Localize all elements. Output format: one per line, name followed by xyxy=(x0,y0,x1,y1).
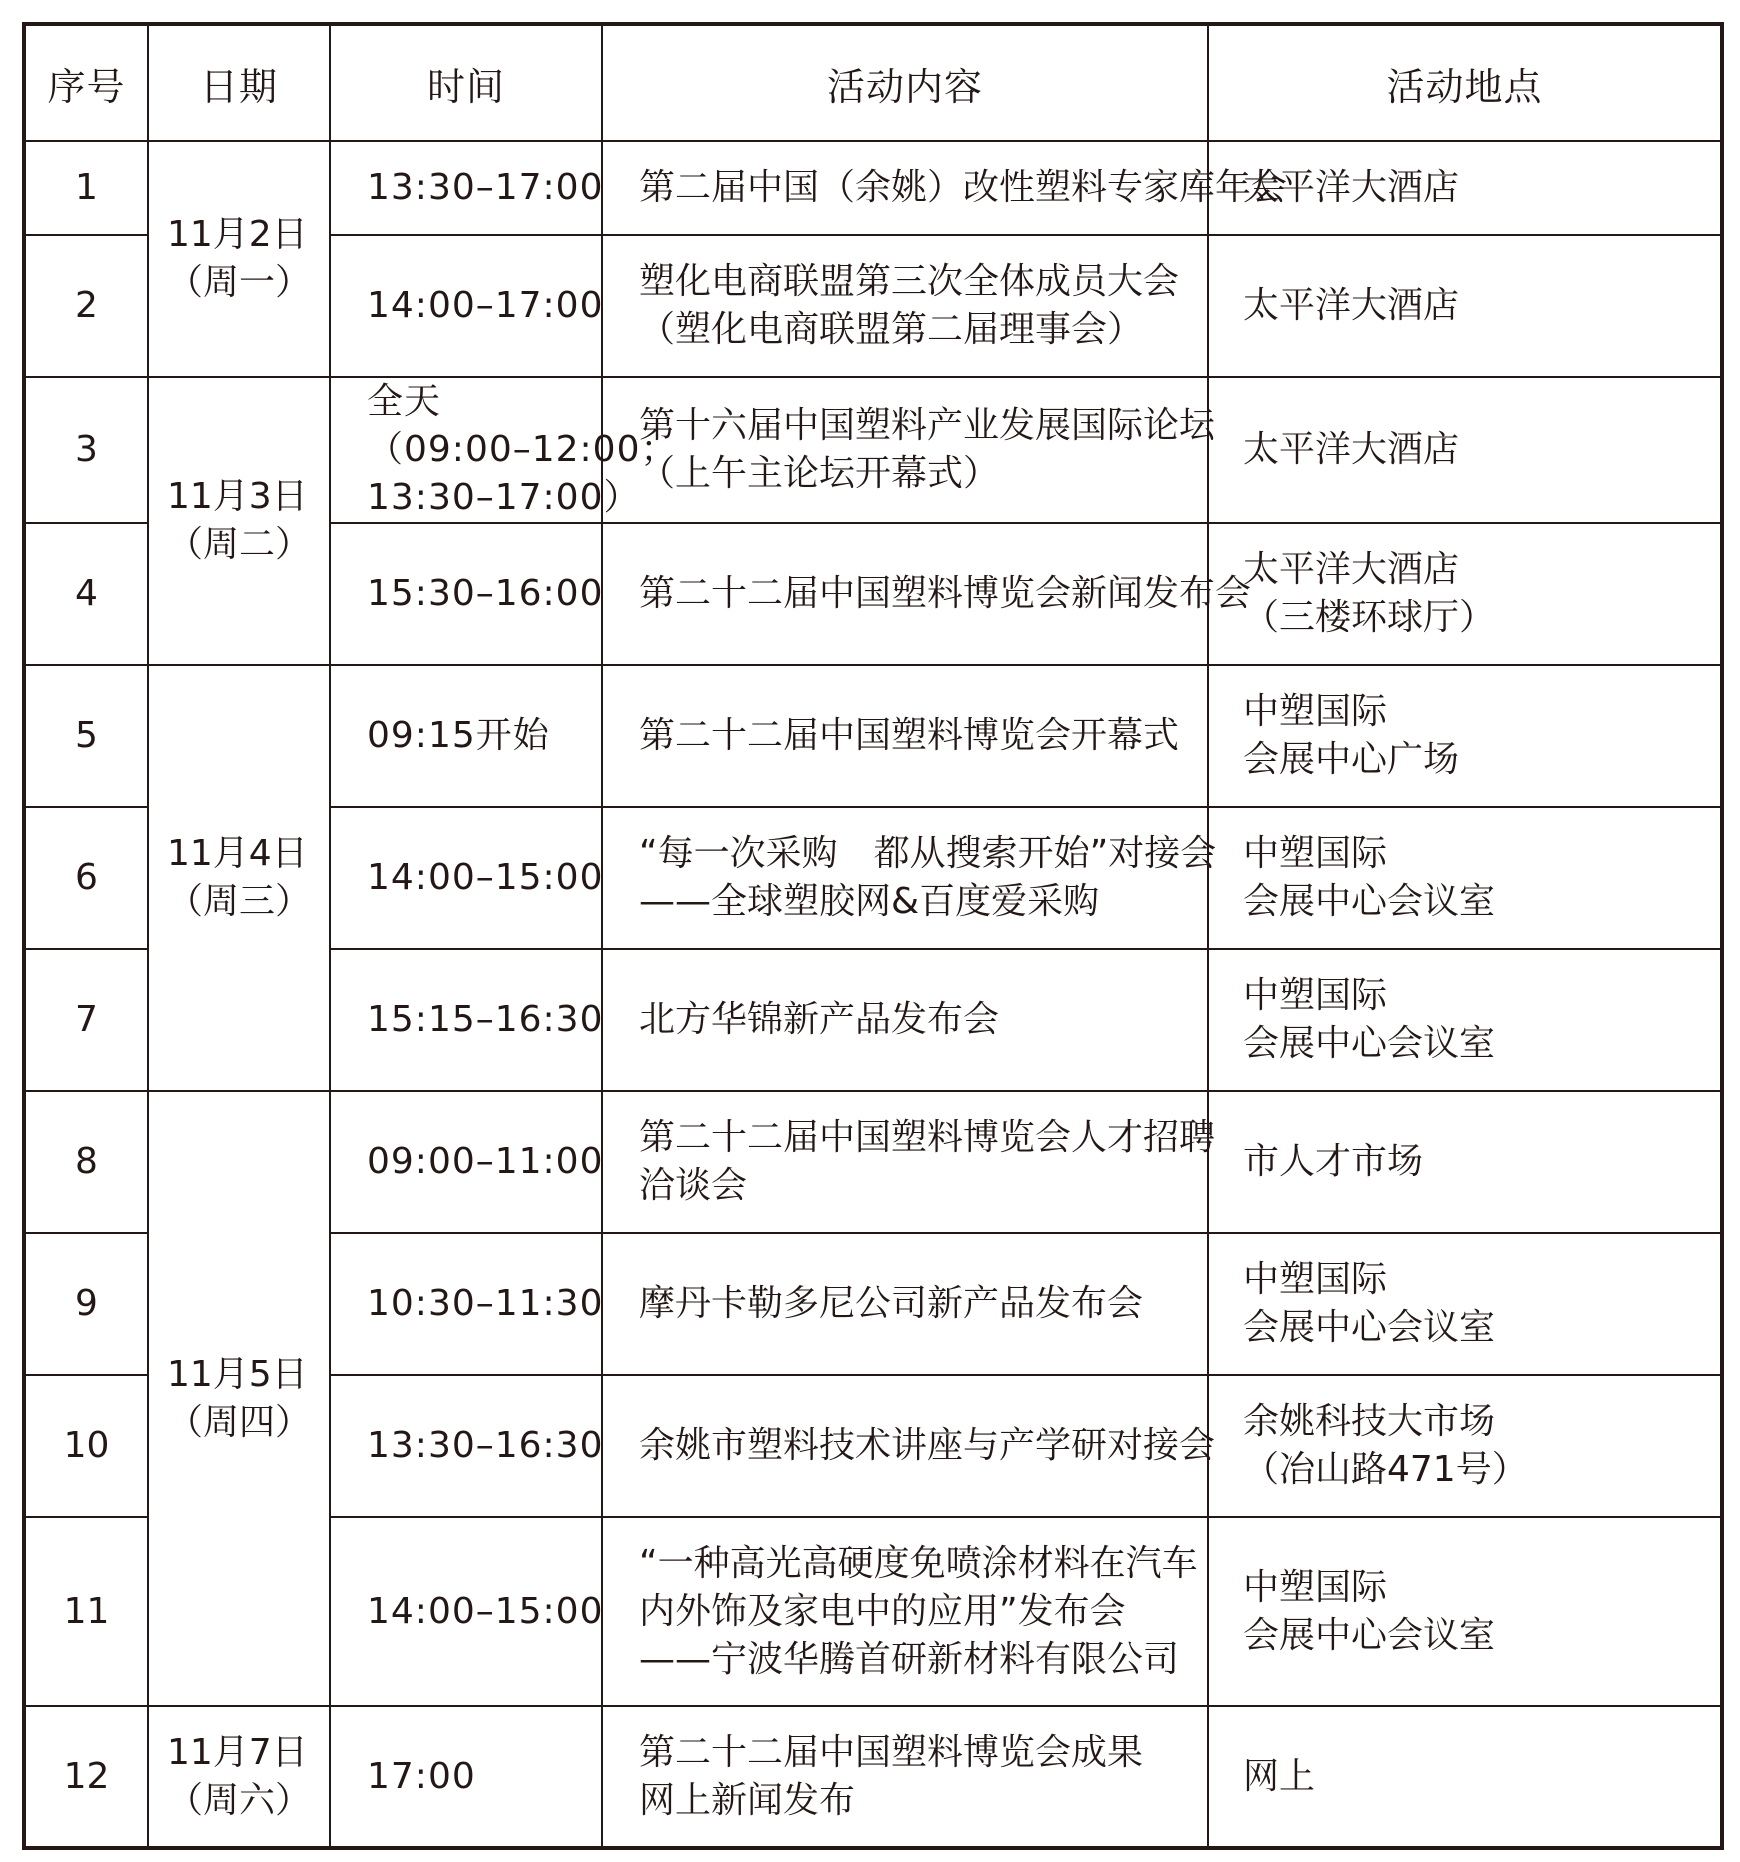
time-line: 全天 xyxy=(367,381,442,422)
date-cell xyxy=(148,141,330,377)
location-line: （冶山路471号） xyxy=(1243,1449,1528,1490)
location-line: 中塑国际 xyxy=(1243,1259,1388,1300)
location-line: 会展中心会议室 xyxy=(1243,1307,1496,1348)
time-cell xyxy=(330,807,602,949)
date-cell xyxy=(148,1091,330,1706)
time-line: 10:30–11:30 xyxy=(367,1283,604,1324)
location-line: 中塑国际 xyxy=(1243,691,1388,732)
activity-line: 网上新闻发布 xyxy=(639,1779,856,1821)
weekday-line: （周一） xyxy=(166,262,311,303)
table-row xyxy=(24,665,1722,807)
location-line: 会展中心广场 xyxy=(1243,739,1460,780)
time-line: （09:00–12:00； xyxy=(367,429,678,470)
date-line: 11月4日 xyxy=(166,833,308,874)
row-number: 6 xyxy=(24,807,148,949)
activity-cell xyxy=(602,235,1208,377)
row-number: 10 xyxy=(24,1375,148,1517)
activity-line: 第二十二届中国塑料博览会新闻发布会 xyxy=(639,573,1252,614)
activity-cell xyxy=(602,1517,1208,1706)
header-activity: 活动内容 xyxy=(602,24,1208,141)
weekday-line: （周四） xyxy=(166,1401,311,1443)
weekday-line: （周三） xyxy=(166,881,311,922)
location-line: 中塑国际 xyxy=(1243,975,1388,1016)
activity-line: （上午主论坛开幕式） xyxy=(639,453,1000,494)
time-cell xyxy=(330,141,602,235)
location-cell xyxy=(1208,949,1722,1091)
row-number: 11 xyxy=(24,1517,148,1706)
time-cell xyxy=(330,1233,602,1375)
row-number: 2 xyxy=(24,235,148,377)
time-cell xyxy=(330,1091,602,1233)
location-line: 会展中心会议室 xyxy=(1243,1614,1496,1656)
time-cell xyxy=(330,523,602,665)
location-cell xyxy=(1208,523,1722,665)
time-cell xyxy=(330,949,602,1091)
header-time: 时间 xyxy=(330,24,602,141)
time-cell xyxy=(330,1375,602,1517)
activity-line: 余姚市塑料技术讲座与产学研对接会 xyxy=(639,1425,1216,1466)
header-location: 活动地点 xyxy=(1208,24,1722,141)
header-row xyxy=(24,24,1722,141)
header-date: 日期 xyxy=(148,24,330,141)
activity-cell xyxy=(602,807,1217,949)
activity-line: 北方华锦新产品发布会 xyxy=(639,999,1000,1040)
activity-cell xyxy=(602,1375,1216,1517)
activity-line: ——宁波华腾首研新材料有限公司 xyxy=(639,1638,1180,1680)
activity-cell xyxy=(602,665,1208,807)
row-number: 8 xyxy=(24,1091,148,1233)
time-line: 15:15–16:30 xyxy=(367,999,604,1040)
location-cell xyxy=(1208,377,1722,523)
activity-line: 第二十二届中国塑料博览会成果 xyxy=(639,1731,1144,1773)
schedule-table xyxy=(22,22,1724,1850)
date-cell xyxy=(148,1706,330,1848)
location-cell xyxy=(1208,1706,1722,1848)
date-line: 11月7日 xyxy=(166,1731,308,1773)
time-line: 14:00–15:00 xyxy=(367,1590,604,1632)
activity-line: 第二十二届中国塑料博览会人才招聘 xyxy=(639,1117,1216,1158)
time-line: 13:30–17:00 xyxy=(367,167,604,208)
location-line: 余姚科技大市场 xyxy=(1243,1401,1496,1442)
time-line: 14:00–17:00 xyxy=(367,285,604,326)
header-no: 序号 xyxy=(24,24,148,141)
location-cell xyxy=(1208,1091,1722,1233)
location-line: 太平洋大酒店 xyxy=(1243,167,1460,208)
activity-cell xyxy=(602,1706,1208,1848)
row-number: 12 xyxy=(24,1706,148,1848)
activity-cell xyxy=(602,949,1208,1091)
location-line: 网上 xyxy=(1243,1755,1316,1797)
row-number: 4 xyxy=(24,523,148,665)
date-cell xyxy=(148,377,330,665)
time-cell xyxy=(330,1706,602,1848)
time-cell xyxy=(330,377,678,523)
activity-cell xyxy=(602,377,1216,523)
date-cell xyxy=(148,665,330,1091)
time-cell xyxy=(330,1517,602,1706)
location-line: 太平洋大酒店 xyxy=(1243,285,1460,326)
activity-cell xyxy=(602,1091,1216,1233)
location-line: 太平洋大酒店 xyxy=(1243,429,1460,470)
table-row xyxy=(24,377,1722,523)
activity-line: 内外饰及家电中的应用”发布会 xyxy=(639,1590,1126,1632)
row-number: 9 xyxy=(24,1233,148,1375)
activity-line: “一种高光高硬度免喷涂材料在汽车 xyxy=(639,1542,1198,1584)
activity-line: “每一次采购 都从搜索开始”对接会 xyxy=(639,833,1217,874)
row-number: 1 xyxy=(24,141,148,235)
table-row xyxy=(24,1706,1722,1848)
location-cell xyxy=(1208,665,1722,807)
location-line: 中塑国际 xyxy=(1243,1566,1388,1608)
activity-line: 第二届中国（余姚）改性塑料专家库年会 xyxy=(639,167,1288,208)
activity-cell xyxy=(602,141,1288,235)
weekday-line: （周六） xyxy=(166,1779,311,1821)
location-line: 会展中心会议室 xyxy=(1243,881,1496,922)
location-cell xyxy=(1208,141,1722,235)
time-line: 13:30–16:30 xyxy=(367,1425,604,1466)
location-line: 中塑国际 xyxy=(1243,833,1388,874)
activity-line: 塑化电商联盟第三次全体成员大会 xyxy=(639,261,1180,302)
activity-line: 第二十二届中国塑料博览会开幕式 xyxy=(639,715,1180,756)
location-line: 市人才市场 xyxy=(1243,1141,1424,1182)
time-line: 09:00–11:00 xyxy=(367,1141,604,1182)
time-cell xyxy=(330,665,602,807)
location-line: 会展中心会议室 xyxy=(1243,1023,1496,1064)
activity-line: 洽谈会 xyxy=(639,1165,748,1206)
activity-line: （塑化电商联盟第二届理事会） xyxy=(639,309,1144,350)
location-cell xyxy=(1208,807,1722,949)
activity-line: 第十六届中国塑料产业发展国际论坛 xyxy=(639,405,1216,446)
row-number: 3 xyxy=(24,377,148,523)
time-line: 13:30–17:00） xyxy=(367,477,641,518)
activity-cell xyxy=(602,523,1252,665)
location-line: 太平洋大酒店 xyxy=(1243,549,1460,590)
time-line: 15:30–16:00 xyxy=(367,573,604,614)
location-line: （三楼环球厅） xyxy=(1243,597,1496,638)
activity-line: ——全球塑胶网&百度爱采购 xyxy=(639,881,1100,922)
row-number: 7 xyxy=(24,949,148,1091)
time-line: 09:15开始 xyxy=(367,715,550,756)
location-cell xyxy=(1208,235,1722,377)
activity-cell xyxy=(602,1233,1208,1375)
location-cell xyxy=(1208,1233,1722,1375)
date-line: 11月5日 xyxy=(166,1353,308,1395)
activity-line: 摩丹卡勒多尼公司新产品发布会 xyxy=(639,1283,1144,1324)
table-row xyxy=(24,1091,1722,1233)
row-number: 5 xyxy=(24,665,148,807)
time-line: 14:00–15:00 xyxy=(367,857,604,898)
date-line: 11月3日 xyxy=(166,476,308,517)
location-cell xyxy=(1208,1375,1722,1517)
table-row xyxy=(24,141,1722,235)
date-line: 11月2日 xyxy=(166,214,308,255)
weekday-line: （周二） xyxy=(166,524,311,565)
time-line: 17:00 xyxy=(367,1755,476,1797)
time-cell xyxy=(330,235,602,377)
location-cell xyxy=(1208,1517,1722,1706)
